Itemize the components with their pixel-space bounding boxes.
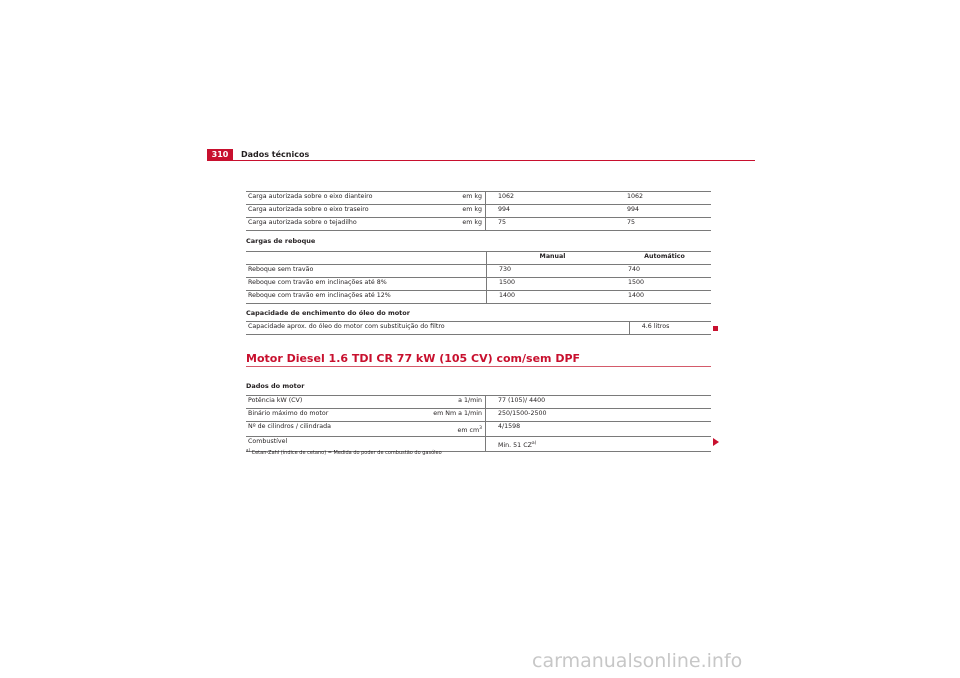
section-end-icon xyxy=(713,326,718,331)
footnote-text: Cetan-Zahl (índice de cetano) = Medida do poder de combustão do gasóleo xyxy=(251,450,442,456)
header-manual: Manual xyxy=(487,252,619,265)
row-unit: em kg xyxy=(415,192,486,205)
row-value: 4.6 litros xyxy=(629,322,711,335)
footnote xyxy=(246,447,442,456)
continue-arrow-icon xyxy=(713,438,719,446)
row-auto-value: 740 xyxy=(618,265,711,278)
table-row xyxy=(246,265,711,278)
row-label: Combustível xyxy=(246,437,415,452)
unit-superscript: 3 xyxy=(479,425,482,431)
row-value: 250/1500-2500 xyxy=(486,409,712,422)
row-manual-value: 730 xyxy=(487,265,619,278)
row-value xyxy=(486,437,712,452)
table-row xyxy=(246,278,711,291)
page-title: Dados técnicos xyxy=(241,150,310,159)
engine-subheading: Dados do motor xyxy=(246,382,305,390)
value-superscript: a) xyxy=(531,440,537,446)
row-manual-value: 994 xyxy=(486,205,618,218)
page-header xyxy=(207,149,755,161)
table-row xyxy=(246,192,711,205)
row-label: Reboque sem travão xyxy=(246,265,416,278)
row-manual-value: 75 xyxy=(486,218,618,231)
header-blank-unit xyxy=(416,252,487,265)
row-unit: em kg xyxy=(415,205,486,218)
table-row xyxy=(246,218,711,231)
oil-heading: Capacidade de enchimento do óleo do motor xyxy=(246,309,410,317)
engine-title: Motor Diesel 1.6 TDI CR 77 kW (105 CV) com/sem DPF xyxy=(246,352,711,367)
table-row xyxy=(246,422,711,437)
row-label: Carga autorizada sobre o tejadilho xyxy=(246,218,415,231)
row-value: 77 (105)/ 4400 xyxy=(486,396,712,409)
row-auto-value: 75 xyxy=(617,218,711,231)
watermark: carmanualsonline.info xyxy=(532,650,743,672)
table-row xyxy=(246,205,711,218)
table-row xyxy=(246,409,711,422)
row-value: 4/1598 xyxy=(486,422,712,437)
row-label: Reboque com travão em inclinações até 8% xyxy=(246,278,416,291)
row-unit xyxy=(416,291,487,304)
header-rule xyxy=(207,160,755,161)
row-manual-value: 1062 xyxy=(486,192,618,205)
table-row xyxy=(246,291,711,304)
towing-table xyxy=(246,251,711,304)
row-auto-value: 994 xyxy=(617,205,711,218)
row-label: Binário máximo do motor xyxy=(246,409,415,422)
header-automatic: Automático xyxy=(618,252,711,265)
row-unit xyxy=(416,265,487,278)
row-auto-value: 1062 xyxy=(617,192,711,205)
row-unit xyxy=(416,278,487,291)
value-text: Min. 51 CZ xyxy=(498,441,532,449)
loads-table xyxy=(246,191,711,231)
row-unit: a 1/min xyxy=(415,396,486,409)
row-unit: em kg xyxy=(415,218,486,231)
page-number: 310 xyxy=(207,149,233,161)
row-label: Reboque com travão em inclinações até 12% xyxy=(246,291,416,304)
unit-text: em cm xyxy=(457,426,480,434)
row-unit xyxy=(415,422,486,437)
header-blank xyxy=(246,252,416,265)
row-label: Carga autorizada sobre o eixo traseiro xyxy=(246,205,415,218)
row-label: Carga autorizada sobre o eixo dianteiro xyxy=(246,192,415,205)
engine-table xyxy=(246,395,711,452)
row-unit: em Nm a 1/min xyxy=(415,409,486,422)
table-row xyxy=(246,396,711,409)
row-label: Nº de cilindros / cilindrada xyxy=(246,422,415,437)
towing-heading: Cargas de reboque xyxy=(246,237,316,245)
row-label: Capacidade aprox. do óleo do motor com substituição do filtro xyxy=(246,322,629,335)
table-row xyxy=(246,322,711,335)
table-header-row xyxy=(246,252,711,265)
row-auto-value: 1500 xyxy=(618,278,711,291)
row-manual-value: 1400 xyxy=(487,291,619,304)
row-label: Potência kW (CV) xyxy=(246,396,415,409)
oil-table xyxy=(246,321,711,335)
row-manual-value: 1500 xyxy=(487,278,619,291)
footnote-marker: a) xyxy=(246,447,251,453)
row-auto-value: 1400 xyxy=(618,291,711,304)
